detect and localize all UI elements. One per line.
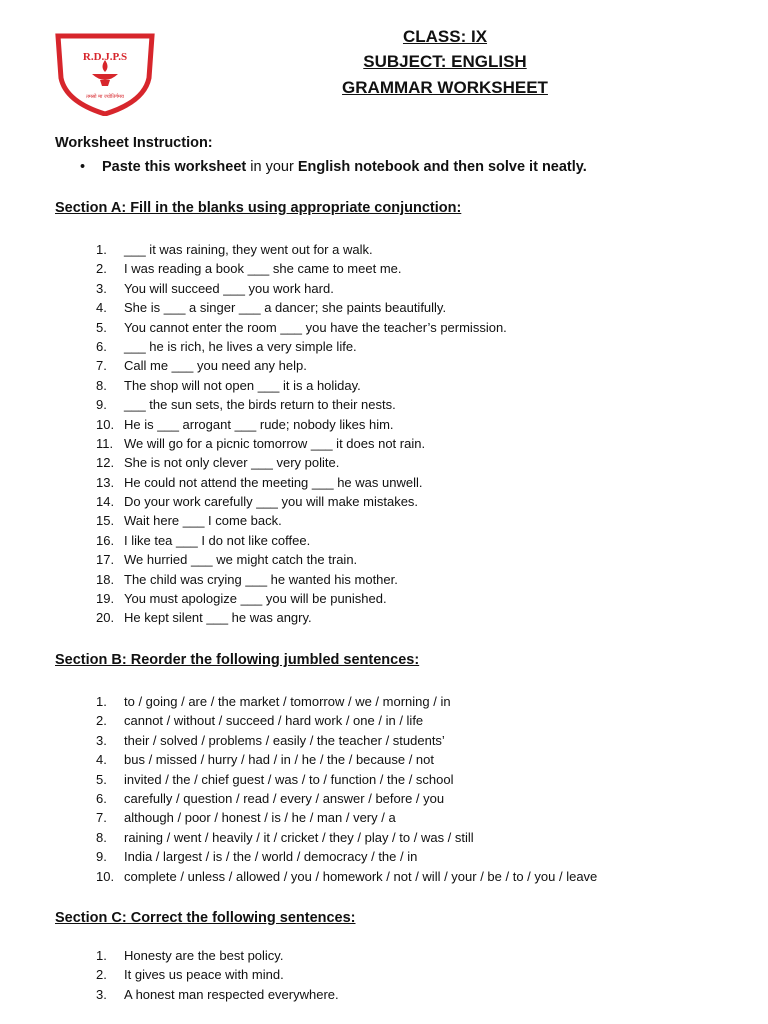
list-item xyxy=(96,828,597,847)
item-number: 18. xyxy=(96,571,115,587)
logo-text: R.D.J.P.S xyxy=(82,51,128,63)
item-number: 13. xyxy=(96,474,115,490)
item-number: 9. xyxy=(96,397,107,413)
item-number: 6. xyxy=(96,338,107,354)
list-item xyxy=(96,711,597,730)
item-number: 2. xyxy=(96,713,107,729)
list-item xyxy=(96,946,339,965)
bullet-icon: • xyxy=(80,159,86,175)
list-item xyxy=(96,453,507,472)
item-number: 1. xyxy=(96,694,107,709)
list-item xyxy=(96,847,597,866)
item-text: cannot / without / succeed / hard work / one / in / life xyxy=(124,713,424,729)
section-a-title: Section A: Fill in the blanks using appropriate conjunction: xyxy=(55,200,462,216)
item-text: ___ he is rich, he lives a very simple life. xyxy=(124,338,357,354)
item-text: ___ the sun sets, the birds return to their nests. xyxy=(124,397,396,413)
item-text: You will succeed ___ you work hard. xyxy=(124,280,334,296)
item-number: 4. xyxy=(96,300,107,316)
instruction-bold-1: Paste this worksheet xyxy=(102,159,247,175)
item-text: I was reading a book ___ she came to meet me. xyxy=(124,261,402,277)
item-text: Call me ___ you need any help. xyxy=(124,358,307,374)
item-number: 2. xyxy=(96,967,107,983)
item-number: 4. xyxy=(96,752,107,768)
item-text: I like tea ___ I do not like coffee. xyxy=(124,532,311,548)
list-item xyxy=(96,511,507,530)
item-text: We will go for a picnic tomorrow ___ it does not rain. xyxy=(124,435,426,451)
logo-motto: तमसो मा ज्योतिर्गमय xyxy=(86,94,124,100)
item-text: carefully / question / read / every / answer / before / you xyxy=(124,790,445,806)
item-text: A honest man respected everywhere. xyxy=(124,986,339,1002)
item-text: Honesty are the best policy. xyxy=(124,948,284,963)
item-text: complete / unless / allowed / you / homework / not / will / your / be / to / you / leave xyxy=(124,868,598,884)
item-text: to / going / are / the market / tomorrow / we / morning / in xyxy=(124,694,451,709)
item-number: 8. xyxy=(96,829,107,845)
school-logo xyxy=(54,30,156,116)
item-text: The child was crying ___ he wanted his mother. xyxy=(124,571,398,587)
class-heading: CLASS: IX xyxy=(402,27,488,46)
item-number: 5. xyxy=(96,319,107,335)
instruction-bold-2: English notebook and then solve it neatly. xyxy=(297,159,587,175)
school-logo-shield xyxy=(54,30,156,116)
list-item xyxy=(96,731,597,750)
item-number: 15. xyxy=(96,513,115,529)
list-item xyxy=(96,867,597,886)
item-text: invited / the / chief guest / was / to / function / the / school xyxy=(124,771,454,787)
item-text: ___ it was raining, they went out for a walk. xyxy=(124,242,373,257)
item-text: bus / missed / hurry / had / in / he / the / because / not xyxy=(124,752,435,768)
item-text: Wait here ___ I come back. xyxy=(124,513,282,529)
list-item xyxy=(96,750,597,769)
list-item xyxy=(96,415,507,434)
item-number: 11. xyxy=(96,435,114,451)
list-item xyxy=(96,473,507,492)
item-number: 14. xyxy=(96,494,115,510)
item-text: You must apologize ___ you will be punished. xyxy=(124,591,387,607)
list-item xyxy=(96,337,507,356)
item-text: raining / went / heavily / it / cricket / they / play / to / was / still xyxy=(124,829,474,845)
list-item xyxy=(96,692,597,711)
list-item xyxy=(96,808,597,827)
item-text: He could not attend the meeting ___ he was unwell. xyxy=(124,474,423,490)
list-item xyxy=(96,965,339,984)
item-text: although / poor / honest / is / he / man / very / a xyxy=(124,810,396,826)
worksheet-title: GRAMMAR WORKSHEET xyxy=(342,78,548,97)
list-item xyxy=(96,434,507,453)
list-item xyxy=(96,376,507,395)
item-number: 2. xyxy=(96,261,107,277)
item-text: We hurried ___ we might catch the train. xyxy=(124,552,358,568)
item-number: 3. xyxy=(96,986,107,1002)
item-number: 16. xyxy=(96,532,115,548)
item-number: 7. xyxy=(96,810,107,826)
list-item xyxy=(96,240,507,259)
item-text: He is ___ arrogant ___ rude; nobody likes him. xyxy=(124,416,394,432)
item-text: It gives us peace with mind. xyxy=(124,967,284,983)
instructions-title: Worksheet Instruction: xyxy=(55,135,213,151)
item-text: their / solved / problems / easily / the teacher / students’ xyxy=(124,732,445,748)
list-item xyxy=(96,589,507,608)
item-text: He kept silent ___ he was angry. xyxy=(124,610,312,626)
list-item xyxy=(96,550,507,569)
instruction-text: in your xyxy=(246,159,298,175)
item-number: 8. xyxy=(96,377,107,393)
item-text: India / largest / is / the / world / democracy / the / in xyxy=(124,849,418,865)
item-text: Do your work carefully ___ you will make mistakes. xyxy=(124,494,419,510)
item-number: 19. xyxy=(96,591,115,607)
list-item xyxy=(96,395,507,414)
item-number: 10. xyxy=(96,868,115,884)
list-item xyxy=(96,531,507,550)
list-item xyxy=(96,259,507,278)
item-number: 20. xyxy=(96,610,115,626)
instruction-item xyxy=(80,159,587,175)
section-c-list xyxy=(96,946,339,1004)
list-item xyxy=(96,770,597,789)
item-text: You cannot enter the room ___ you have the teacher’s permission. xyxy=(124,319,507,335)
item-number: 5. xyxy=(96,771,107,787)
list-item xyxy=(96,985,339,1004)
list-item xyxy=(96,318,507,337)
list-item xyxy=(96,789,597,808)
item-number: 1. xyxy=(96,242,107,257)
section-b-title: Section B: Reorder the following jumbled sentences: xyxy=(55,652,420,668)
list-item xyxy=(96,570,507,589)
item-text: She is not only clever ___ very polite. xyxy=(124,455,340,471)
list-item xyxy=(96,279,507,298)
section-a-list xyxy=(96,240,507,628)
item-number: 3. xyxy=(96,732,107,748)
list-item xyxy=(96,298,507,317)
section-c-title: Section C: Correct the following sentences: xyxy=(55,910,356,926)
subject-heading: SUBJECT: ENGLISH xyxy=(363,52,527,71)
list-item xyxy=(96,356,507,375)
item-number: 12. xyxy=(96,455,115,471)
item-text: She is ___ a singer ___ a dancer; she paints beautifully. xyxy=(124,300,447,316)
section-b-list xyxy=(96,692,597,886)
item-number: 7. xyxy=(96,358,107,374)
item-number: 10. xyxy=(96,416,115,432)
item-number: 6. xyxy=(96,790,107,806)
list-item xyxy=(96,608,507,627)
item-number: 9. xyxy=(96,849,107,865)
item-number: 3. xyxy=(96,280,107,296)
list-item xyxy=(96,492,507,511)
item-text: The shop will not open ___ it is a holiday. xyxy=(124,377,361,393)
item-number: 1. xyxy=(96,948,107,963)
item-number: 17. xyxy=(96,552,115,568)
